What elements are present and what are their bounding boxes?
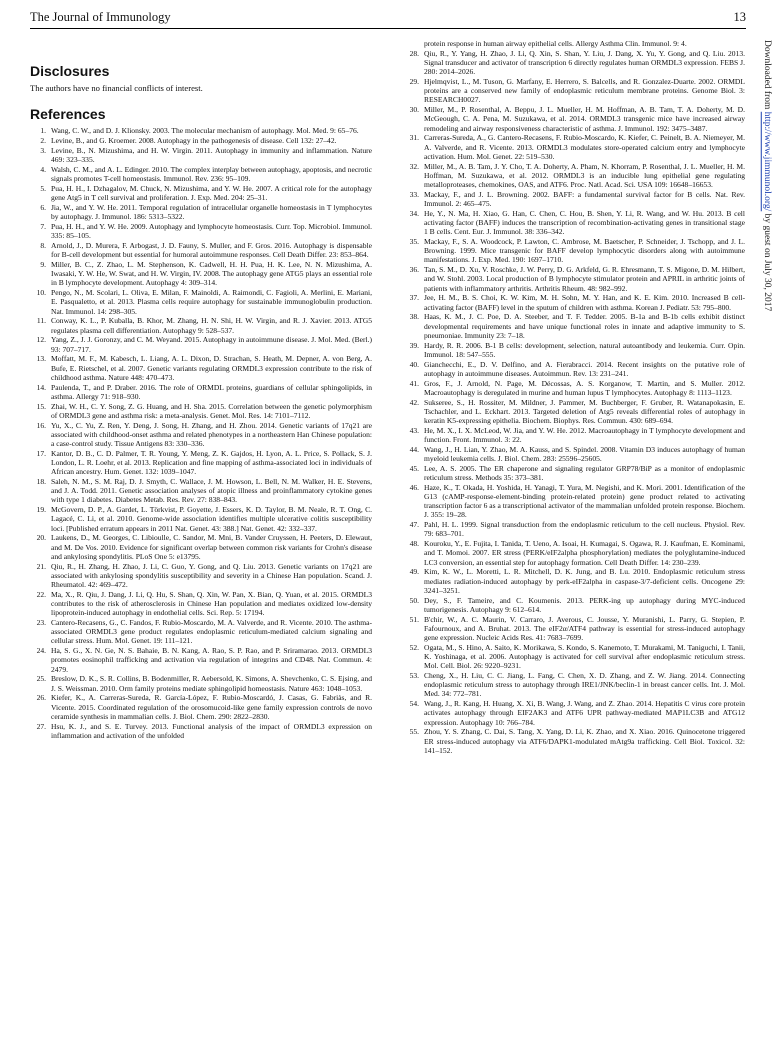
reference-text: Saleh, N. M., S. M. Raj, D. J. Smyth, C. Wallace, J. M. Howson, L. Bell, N. M. Walker, H. E. Stevens, and J. A. Todd. 2011. Genetic association analyses of atopic illness and proinflammatory cytokine genes with type 1 diabetes. Diabetes Metab. Res. Rev. 27: 838–843. bbox=[51, 476, 372, 505]
reference-number: 4. bbox=[40, 164, 46, 174]
reference-number: 17. bbox=[36, 448, 46, 458]
reference-item bbox=[30, 335, 372, 353]
reference-number: 52. bbox=[409, 642, 419, 652]
reference-item bbox=[403, 293, 745, 311]
reference-number: 34. bbox=[409, 208, 419, 218]
reference-number: 54. bbox=[409, 699, 419, 709]
reference-number: 46. bbox=[409, 482, 419, 492]
reference-number: 14. bbox=[36, 382, 46, 392]
reference-item bbox=[403, 237, 745, 265]
reference-item bbox=[403, 39, 745, 48]
reference-item bbox=[30, 203, 372, 221]
reference-text: Hjelmqvist, L., M. Tuson, G. Marfany, E. Herrero, S. Balcells, and R. Gonzalez-Duarte. 2002. ORMDL proteins are a conserved new family of endoplasmic reticulum membrane proteins. Genome Biol. 3: RESEARCH0027. bbox=[424, 77, 745, 105]
reference-text: B'chir, W., A. C. Maurin, V. Carraro, J. Averous, C. Jousse, Y. Muranishi, L. Parry, G. Stepien, P. Fafournoux, and A. Bruhat. 2013. The eIF2α/ATF4 pathway is essential for stress-induced autophagy gene expression. Nucleic Acids Res. 41: 7683–7699. bbox=[424, 614, 745, 643]
reference-number: 49. bbox=[409, 567, 419, 577]
reference-text: Miller, B. C., Z. Zhao, L. M. Stephenson, K. Cadwell, H. H. Pua, H. K. Lee, N. N. Mizushima, A. Iwasaki, Y. W. He, W. Swat, and H. W. Virgin, IV. 2008. The autophagy gene ATG5 plays an essential role in B lymphocyte development. Autophagy 4: 309–314. bbox=[51, 259, 372, 288]
reference-item bbox=[403, 445, 745, 463]
reference-number: 50. bbox=[409, 595, 419, 605]
reference-text: Tan, S. M., D. Xu, V. Roschke, J. W. Perry, D. G. Arkfeld, G. R. Ehresmann, T. S. Migone, D. M. Hilbert, and W. Stohl. 2003. Local production of B lymphocyte stimulator protein and APRIL in arthritic joints of patients with inflammatory arthritis. Arthritis Rheum. 48: 982–992. bbox=[424, 265, 745, 293]
reference-number: 36. bbox=[409, 265, 419, 275]
reference-number: 19. bbox=[36, 505, 46, 515]
reference-text: Wang, J., H. Lian, Y. Zhao, M. A. Kauss, and S. Spindel. 2008. Vitamin D3 induces autophagy of human myeloid leukemia cells. J. Biol. Chem. 283: 25596–25605. bbox=[424, 444, 745, 464]
reference-item bbox=[403, 426, 745, 444]
reference-number: 27. bbox=[36, 721, 46, 731]
reference-item bbox=[403, 49, 745, 77]
reference-text: Yang, Z., J. J. Goronzy, and C. M. Weyand. 2015. Autophagy in autoimmune disease. J. Mol. Med. (Berl.) 93: 707–717. bbox=[51, 335, 372, 354]
reference-item bbox=[30, 241, 372, 259]
reference-item bbox=[30, 316, 372, 334]
reference-item bbox=[30, 222, 372, 240]
reference-text: Breslow, D. K., S. R. Collins, B. Bodenmiller, R. Aebersold, K. Simons, A. Shevchenko, C. S. Ejsing, and J. S. Weissman. 2010. Orm family proteins mediate sphingolipid homeostasis. Nature 463: 1048–1053. bbox=[51, 674, 372, 693]
reference-text: Wang, C. W., and D. J. Klionsky. 2003. The molecular mechanism of autophagy. Mol. Med. 9: 65–76. bbox=[51, 126, 359, 136]
reference-item bbox=[30, 146, 372, 164]
reference-text: Wang, J., R. Kang, H. Huang, X. Xi, B. Wang, J. Wang, and Z. Zhao. 2014. Hepatitis C virus core protein activates autophagy through EIF2AK3 and ATF6 UPR pathway-mediated MAP1LC3B and ATG12 expression. Autophagy 10: 766–784. bbox=[424, 699, 745, 727]
journal-name: The Journal of Immunology bbox=[30, 10, 171, 24]
reference-number: 48. bbox=[409, 539, 419, 549]
reference-item bbox=[30, 477, 372, 505]
reference-text: Haas, K. M., J. C. Poe, D. A. Steeber, and T. F. Tedder. 2005. B-1a and B-1b cells exhibit distinct developmental requirements and have unique functional roles in innate and adaptive immunity to S. pneumoniae. Immunity 23: 7–18. bbox=[424, 312, 745, 340]
reference-item bbox=[30, 618, 372, 646]
reference-number: 5. bbox=[40, 183, 46, 193]
reference-item bbox=[30, 562, 372, 590]
download-prefix: Downloaded from bbox=[762, 40, 772, 112]
reference-text: Paulenda, T., and P. Draber. 2016. The role of ORMDL proteins, guardians of cellular sphingolipids, in asthma. Allergy 71: 918–930. bbox=[51, 382, 372, 401]
reference-text: Gianchecchi, E., D. V. Delfino, and A. Fierabracci. 2014. Recent insights on the putative role of autophagy in autoimmune diseases. Autoimmun. Rev. 13: 231–241. bbox=[424, 359, 745, 378]
reference-item bbox=[403, 464, 745, 482]
download-watermark bbox=[756, 40, 772, 1000]
reference-number: 31. bbox=[409, 133, 419, 143]
reference-number: 24. bbox=[36, 646, 46, 656]
reference-number: 10. bbox=[36, 288, 46, 298]
reference-item bbox=[403, 643, 745, 671]
reference-number: 18. bbox=[36, 476, 46, 486]
reference-item bbox=[403, 615, 745, 643]
reference-item bbox=[30, 693, 372, 721]
reference-item bbox=[30, 165, 372, 183]
reference-item bbox=[30, 354, 372, 382]
reference-list-right bbox=[403, 39, 745, 755]
reference-number: 22. bbox=[36, 589, 46, 599]
reference-number: 20. bbox=[36, 533, 46, 543]
reference-number: 11. bbox=[36, 316, 46, 326]
reference-text: Jee, H. M., B. S. Choi, K. W. Kim, M. H. Sohn, M. Y. Han, and K. E. Kim. 2010. Increased B cell-activating factor (BAFF) level in the sputum of children with asthma. Korean J. Pediatr. 53: 795–800. bbox=[424, 293, 745, 312]
reference-item bbox=[30, 533, 372, 561]
reference-text: Arnold, J., D. Murera, F. Arbogast, J. D. Fauny, S. Muller, and F. Gros. 2016. Autophagy is dispensable for B-cell development but essential for humoral autoimmune responses. Cell Death Differ. 23: 853–864. bbox=[51, 240, 372, 260]
reference-number: 40. bbox=[409, 359, 419, 369]
disclosures-heading: Disclosures bbox=[30, 63, 110, 79]
reference-item bbox=[30, 136, 372, 145]
reference-number: 37. bbox=[409, 293, 419, 303]
reference-text: Qiu, R., H. Zhang, H. Zhao, J. Li, C. Guo, Y. Gong, and Q. Liu. 2013. Genetic variants on 17q21 are associated with ankylosing spondylitis susceptibility and severity in a Chinese Han population. Scand. J. Rheumatol. 42: 469–472. bbox=[51, 561, 372, 589]
reference-text: Pahl, H. L. 1999. Signal transduction from the endoplasmic reticulum to the cell nucleus. Physiol. Rev. 79: 683–701. bbox=[424, 520, 745, 539]
reference-text: Ha, S. G., X. N. Ge, N. S. Bahaie, B. N. Kang, A. Rao, S. P. Rao, and P. Sriramarao. 2013. ORMDL3 promotes eosinophil trafficking and activation via regulation of integrins and CD48. Nat. Commun. 4: 2479. bbox=[51, 646, 372, 674]
reference-number: 42. bbox=[409, 397, 419, 407]
reference-item bbox=[30, 288, 372, 316]
reference-text: Zhou, Y. S. Zhang, C. Dai, S. Tang, X. Yang, D. Li, K. Zhao, and X. Xiao. 2016. Quinocetone triggered ER stress-induced autophagy via ATF6/DAPK1-modulated mAtg9a trafficking. Cell Biol. Toxicol. 32: 141–152. bbox=[424, 727, 745, 755]
header-rule bbox=[30, 28, 746, 29]
reference-text: Kim, K. W., L. Moretti, L. R. Mitchell, D. K. Jung, and B. Lu. 2010. Endoplasmic reticulum stress mediates radiation-induced autophagy by perk-eIF2alpha in caspase-3/7-deficient cells. Oncogene 29: 3241–3251. bbox=[424, 567, 745, 595]
reference-text: Ma, X., R. Qiu, J. Dang, J. Li, Q. Hu, S. Shan, Q. Xin, W. Pan, X. Bian, Q. Yuan, et al. 2015. ORMDL3 contributes to the risk of atherosclerosis in Chinese Han population and mediates oxidized low-density lipoprotein-induced autophagy in endothelial cells. Sci. Rep. 5: 17194. bbox=[51, 589, 372, 618]
reference-text: Ogata, M., S. Hino, A. Saito, K. Morikawa, S. Kondo, S. Kanemoto, T. Murakami, M. Taniguchi, I. Tanii, K. Yoshinaga, et al. 2006. Autophagy is activated for cell survival after endoplasmic reticulum stress. Mol. Cell. Biol. 26: 9220–9231. bbox=[424, 642, 745, 671]
reference-item bbox=[30, 126, 372, 135]
reference-number: 8. bbox=[40, 240, 46, 250]
reference-text: Yu, X., C. Yu, Z. Ren, Y. Deng, J. Song, H. Zhang, and H. Zhou. 2014. Genetic variants of 17q21 are associated with childhood-onset asthma and related phenotypes in a northeastern Han Chinese population: a case-control study. Tissue Antigens 83: 330–336. bbox=[51, 420, 372, 448]
reference-text: Mackay, F., S. A. Woodcock, P. Lawton, C. Ambrose, M. Baetscher, P. Schneider, J. Tschopp, and J. L. Browning. 1999. Mice transgenic for BAFF develop lymphocytic disorders along with autoimmune manifestations. J. Exp. Med. 190: 1697–1710. bbox=[424, 237, 745, 265]
references-heading: References bbox=[30, 106, 106, 123]
reference-number: 12. bbox=[36, 335, 46, 345]
reference-text: Pua, H. H., I. Dzhagalov, M. Chuck, N. Mizushima, and Y. W. He. 2007. A critical role for the autophagy gene Atg5 in T cell survival and proliferation. J. Exp. Med. 204: 25–31. bbox=[51, 183, 372, 203]
reference-item bbox=[403, 671, 745, 699]
reference-list-left bbox=[30, 126, 372, 740]
reference-text: Cheng, X., H. Liu, C. C. Jiang, L. Fang, C. Chen, X. D. Zhang, and Z. W. Jiang. 2014. Connecting endoplasmic reticulum stress to autophagy through IRE1/JNK/beclin-1 in breast cancer cells. Int. J. Mol. Med. 34: 772–781. bbox=[424, 671, 745, 699]
reference-number: 26. bbox=[36, 693, 46, 703]
reference-item bbox=[30, 674, 372, 692]
reference-number: 3. bbox=[40, 145, 46, 155]
reference-item bbox=[403, 105, 745, 133]
right-column bbox=[403, 39, 745, 756]
reference-item bbox=[403, 341, 745, 359]
reference-item bbox=[403, 596, 745, 614]
reference-text: Hardy, R. R. 2006. B-1 B cells: development, selection, natural autoantibody and leukemia. Curr. Opin. Immunol. 18: 547–555. bbox=[424, 340, 745, 359]
reference-number: 44. bbox=[409, 444, 419, 454]
reference-item bbox=[403, 520, 745, 538]
reference-number: 51. bbox=[409, 614, 419, 624]
reference-number: 1. bbox=[40, 126, 46, 136]
reference-text: Dey, S., F. Tameire, and C. Koumenis. 2013. PERK-ing up autophagy during MYC-induced tumorigenesis. Autophagy 9: 612–614. bbox=[424, 595, 745, 614]
reference-text: Kouroku, Y., E. Fujita, I. Tanida, T. Ueno, A. Isoai, H. Kumagai, S. Ogawa, R. J. Kaufman, E. Kominami, and T. Momoi. 2007. ER stress (PERK/eIF2alpha phosphorylation) mediates the polyglutamine-induced LC3 conversion, an essential step for autophagy formation. Cell Death Differ. 14: 230–239. bbox=[424, 539, 745, 567]
reference-item bbox=[403, 539, 745, 567]
reference-number: 47. bbox=[409, 520, 419, 530]
reference-number: 29. bbox=[409, 77, 419, 86]
reference-text: Mackay, F., and J. L. Browning. 2002. BAFF: a fundamental survival factor for B cells. Nat. Rev. Immunol. 2: 465–475. bbox=[424, 189, 745, 209]
reference-text: Jia, W., and Y. W. He. 2011. Temporal regulation of intracellular organelle homeostasis in T lymphocytes by autophagy. J. Immunol. 186: 5313–5322. bbox=[51, 202, 372, 222]
download-suffix: by guest on July 30, 2017 bbox=[762, 211, 772, 312]
disclosures-text: The authors have no financial conflicts of interest. bbox=[30, 83, 203, 93]
reference-text: He, M. X., I. X. McLeod, W. Jia, and Y. W. He. 2012. Macroautophagy in T lymphocyte development and function. Front. Immunol. 3: 22. bbox=[424, 425, 745, 445]
reference-text: Cantero-Recasens, G., C. Fandos, F. Rubio-Moscardo, M. A. Valverde, and R. Vicente. 2010. The asthma-associated ORMDL3 gene product regulates endoplasmic reticulum-mediated calcium signaling and cellular stress. Hum. Mol. Genet. 19: 111–121. bbox=[51, 617, 372, 646]
reference-number: 23. bbox=[36, 617, 46, 627]
reference-item bbox=[30, 260, 372, 288]
reference-number: 13. bbox=[36, 354, 46, 364]
left-column bbox=[30, 63, 372, 741]
page-number: 13 bbox=[733, 10, 746, 24]
reference-item bbox=[403, 312, 745, 340]
reference-text: protein response in human airway epithelial cells. Allergy Asthma Clin. Immunol. 9: 4. bbox=[424, 39, 687, 48]
reference-item bbox=[403, 699, 745, 727]
reference-number: 21. bbox=[36, 561, 46, 571]
reference-number: 53. bbox=[409, 671, 419, 681]
reference-item bbox=[30, 402, 372, 420]
reference-item bbox=[403, 360, 745, 378]
reference-item bbox=[30, 722, 372, 740]
reference-number: 35. bbox=[409, 237, 419, 247]
reference-text: Qiu, R., Y. Yang, H. Zhao, J. Li, Q. Xin, S. Shan, Y. Liu, J. Dang, X. Yu, Y. Gong, and Q. Liu. 2013. Signal transducer and activator of transcription 6 directly regulates human ORMDL3 expression. FEBS J. 280: 2014–2026. bbox=[424, 48, 745, 77]
reference-text: Lee, A. S. 2005. The ER chaperone and signaling regulator GRP78/BiP as a monitor of endoplasmic reticulum stress. Methods 35: 373–381. bbox=[424, 463, 745, 483]
reference-number: 2. bbox=[40, 136, 46, 146]
reference-text: Pengo, N., M. Scolari, L. Oliva, E. Milan, F. Mainoldi, A. Raimondi, C. Fagioli, A. Merlini, E. Mariani, E. Pasqualetto, et al. 2013. Plasma cells require autophagy for sustainable immunoglobulin production. Nat. Immunol. 14: 298–305. bbox=[51, 288, 372, 316]
reference-text: He, Y., N. Ma, H. Xiao, G. Han, C. Chen, C. Hou, B. Shen, Y. Li, R. Wang, and W. Hu. 2013. B cell activating factor (BAFF) induces the transcription of recombination-activating genes in transitional stage 1 B cells. Cent. Eur. J. Immunol. 38: 336–342. bbox=[424, 208, 745, 237]
reference-text: Miller, M., A. B. Tam, J. Y. Cho, T. A. Doherty, A. Pham, N. Khorram, P. Rosenthal, J. L. Mueller, H. M. Hoffman, M. Suzukawa, et al. 2012. ORMDL3 is an inducible lung epithelial gene regulating metalloproteases, chemokines, OAS, and ATF6. Proc. Natl. Acad. Sci. USA 109: 16648–16653. bbox=[424, 161, 745, 190]
reference-number: 55. bbox=[409, 727, 419, 737]
reference-number: 43. bbox=[409, 425, 419, 435]
reference-item bbox=[403, 77, 745, 105]
reference-number: 38. bbox=[409, 312, 419, 322]
reference-item bbox=[30, 449, 372, 477]
reference-text: Hsu, K. J., and S. E. Turvey. 2013. Functional analysis of the impact of ORMDL3 expression on inflammation and activation of the unfolded bbox=[51, 721, 372, 740]
reference-number: 28. bbox=[409, 48, 419, 58]
reference-number: 6. bbox=[40, 202, 46, 212]
reference-number: 30. bbox=[409, 105, 419, 115]
reference-text: Pua, H. H., and Y. W. He. 2009. Autophagy and lymphocyte homeostasis. Curr. Top. Microbiol. Immunol. 335: 85–105. bbox=[51, 221, 372, 241]
reference-text: Laukens, D., M. Georges, C. Libioulle, C. Sandor, M. Mni, B. Vander Cruyssen, H. Peeters, D. Elewaut, and M. De Vos. 2010. Evidence for significant overlap between common risk variants for Crohn's disease and ankylosing spondylitis. PLoS One 5: e13795. bbox=[51, 533, 372, 561]
reference-text: Levine, B., N. Mizushima, and H. W. Virgin. 2011. Autophagy in immunity and inflammation. Nature 469: 323–335. bbox=[51, 145, 372, 165]
reference-item bbox=[403, 162, 745, 190]
reference-text: Conway, K. L., P. Kuballa, B. Khor, M. Zhang, H. N. Shi, H. W. Virgin, and R. J. Xavier. 2013. ATG5 regulates plasma cell differentiation. Autophagy 9: 528–537. bbox=[51, 316, 372, 335]
reference-item bbox=[30, 590, 372, 618]
reference-text: Carreras-Sureda, A., G. Cantero-Recasens, F. Rubio-Moscardo, K. Kiefer, C. Peinelt, B. A. Niemeyer, M. A. Valverde, and R. Vicente. 2013. ORMDL3 modulates store-operated calcium entry and lymphocyte activation. Hum. Mol. Genet. 22: 519–530. bbox=[424, 133, 745, 161]
reference-item bbox=[403, 483, 745, 520]
reference-number: 45. bbox=[409, 463, 419, 473]
reference-item bbox=[403, 133, 745, 161]
reference-text: Levine, B., and G. Kroemer. 2008. Autophagy in the pathogenesis of disease. Cell 132: 27–42. bbox=[51, 136, 337, 146]
reference-item bbox=[403, 265, 745, 293]
reference-item bbox=[30, 421, 372, 449]
reference-text: Kiefer, K., A. Carreras-Sureda, R. García-López, F. Rubio-Moscardó, J. Casas, G. Fabriàs, and R. Vicente. 2015. Coordinated regulation of the orosomucoid-like gene family expression controls de novo ceramide synthesis in mammalian cells. J. Biol. Chem. 290: 2822–2830. bbox=[51, 693, 372, 721]
reference-item bbox=[30, 505, 372, 533]
reference-text: McGovern, D. P., A. Gardet, L. Törkvist, P. Goyette, J. Essers, K. D. Taylor, B. M. Neale, R. T. Ong, C. Lagacé, C. Li, et al. 2010. Genome-wide association identifies multiple ulcerative colitis susceptibility loci. [Published erratum appears in 2011 Nat. Genet. 43: 388.] Nat. Genet. 42: 332–337. bbox=[51, 505, 372, 533]
reference-text: Moffatt, M. F., M. Kabesch, L. Liang, A. L. Dixon, D. Strachan, S. Heath, M. Depner, A. von Berg, A. Bufe, E. Rietschel, et al. 2007. Genetic variants regulating ORMDL3 expression contribute to the risk of childhood asthma. Nature 448: 470–473. bbox=[51, 354, 372, 382]
reference-number: 32. bbox=[409, 161, 419, 171]
reference-item bbox=[403, 379, 745, 397]
reference-text: Gros, F., J. Arnold, N. Page, M. Décossas, A. S. Korganow, T. Martin, and S. Muller. 2012. Macroautophagy is deregulated in murine and human lupus T lymphocytes. Autophagy 8: 1113–1123. bbox=[424, 378, 745, 397]
reference-number: 16. bbox=[36, 420, 46, 430]
reference-text: Kantor, D. B., C. D. Palmer, T. R. Young, Y. Meng, Z. K. Gajdos, H. Lyon, A. L. Price, S. Pollack, S. J. London, L. R. Loehr, et al. 2013. Replication and fine mapping of asthma-associated loci in individuals of African ancestry. Hum. Genet. 132: 1039–1047. bbox=[51, 448, 372, 477]
reference-number: 9. bbox=[40, 259, 46, 269]
journal-link[interactable]: http://www.jimmunol.org/ bbox=[762, 111, 772, 212]
reference-number: 39. bbox=[409, 340, 419, 350]
reference-item bbox=[403, 398, 745, 426]
reference-text: Haze, K., T. Okada, H. Yoshida, H. Yanagi, T. Yura, M. Negishi, and K. Mori. 2001. Identification of the G13 (cAMP-response-element-binding protein-related protein) gene product related to activating transcription factor 6 as a transcriptional activator of the mammalian unfolded protein response. Biochem. J. 355: 19–28. bbox=[424, 482, 745, 520]
reference-text: Sukseree, S., H. Rossiter, M. Mildner, J. Pammer, M. Buchberger, F. Gruber, R. Watanapokasin, E. Tschachler, and L. Eckhart. 2013. Targeted deletion of Atg5 reveals differential roles of autophagy in keratin K5-expressing epithelia. Biochem. Biophys. Res. Commun. 430: 689–694. bbox=[424, 397, 745, 426]
running-header bbox=[30, 10, 746, 30]
reference-item bbox=[30, 184, 372, 202]
reference-number: 33. bbox=[409, 189, 419, 199]
reference-item bbox=[30, 646, 372, 674]
reference-item bbox=[403, 190, 745, 208]
reference-number: 7. bbox=[40, 221, 46, 231]
reference-item bbox=[403, 727, 745, 755]
reference-item bbox=[403, 567, 745, 595]
reference-item bbox=[30, 383, 372, 401]
reference-text: Zhai, W. H., C. Y. Song, Z. G. Huang, and H. Sha. 2015. Correlation between the genetic polymorphism of ORMDL3 gene and asthma risk: a meta-analysis. Genet. Mol. Res. 14: 7101–7112. bbox=[51, 401, 372, 420]
reference-text: Miller, M., P. Rosenthal, A. Beppu, J. L. Mueller, H. M. Hoffman, A. B. Tam, T. A. Doherty, M. D. McGeough, C. A. Pena, M. Suzukawa, et al. 2014. ORMDL3 transgenic mice have increased airway remodeling and airway responsiveness characteristic of asthma. J. Immunol. 192: 3475–3487. bbox=[424, 105, 745, 133]
reference-number: 15. bbox=[36, 401, 46, 411]
reference-number: 41. bbox=[409, 378, 419, 388]
reference-item bbox=[403, 209, 745, 237]
reference-text: Walsh, C. M., and A. L. Edinger. 2010. The complex interplay between autophagy, apoptosis, and necrotic signals promotes T-cell homeostasis. Immunol. Rev. 236: 95–109. bbox=[51, 164, 372, 184]
reference-number: 25. bbox=[36, 674, 46, 684]
